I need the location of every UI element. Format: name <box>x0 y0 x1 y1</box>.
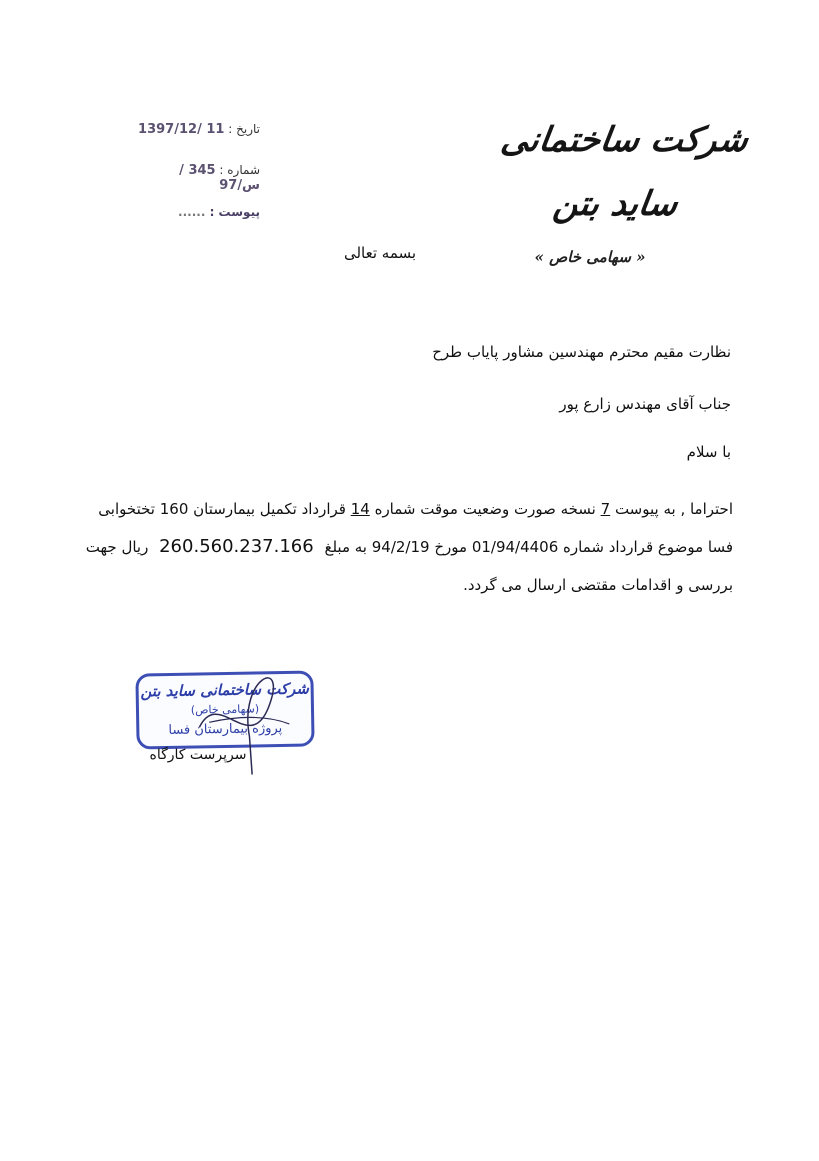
date-value: 1397/12/ 11 <box>138 122 225 137</box>
body-line-2 <box>85 528 733 566</box>
number-label: شماره : <box>219 163 260 177</box>
greeting: با سلام <box>686 443 731 461</box>
attachment-label: پیوست : <box>209 205 260 219</box>
body-line-3: بررسی و اقدامات مقتضی ارسال می گردد. <box>463 576 733 594</box>
number-value: 345 / س/97 <box>179 163 260 193</box>
letter-body <box>85 490 733 604</box>
letter-number <box>135 163 260 193</box>
company-letterhead-logo <box>495 108 751 266</box>
body-text-fragment: نسخه صورت وضعیت موقت شماره <box>369 500 601 518</box>
basmala: بسمه تعالی <box>343 244 417 262</box>
copies-count: 7 <box>600 500 611 518</box>
company-name: شرکت ساختمانی ساید بتن <box>498 120 751 224</box>
attachment-value: ...... <box>178 205 206 219</box>
stamp-company-name: شرکت ساختمانی ساید بتن <box>140 679 310 701</box>
body-text-fragment: قرارداد تکمیل بیمارستان 160 تختخوابی <box>98 500 351 518</box>
signer-title: سرپرست کارگاه <box>149 747 247 763</box>
letter-date <box>135 122 260 137</box>
recipient-line-2: جناب آقای مهندس زارع پور <box>559 395 731 413</box>
date-label: تاریخ : <box>228 122 260 136</box>
stamp-project: پروژه بیمارستان فسا <box>168 721 283 738</box>
company-type: « سهامی خاص » <box>534 248 646 266</box>
recipient-line-1: نظارت مقیم محترم مهندسین مشاور پایاب طرح <box>432 343 731 361</box>
stamp-company-type: (سهامی خاص) <box>190 702 260 717</box>
company-stamp <box>135 670 314 749</box>
letter-attachment <box>135 205 260 219</box>
body-text-fragment: ریال جهت <box>85 538 154 556</box>
contract-amount: 260.560.237.166 <box>159 536 314 557</box>
body-text-fragment: احتراما , به پیوست <box>610 500 733 518</box>
body-line-1 <box>93 490 733 528</box>
statement-number: 14 <box>350 500 370 518</box>
body-text-fragment: فسا موضوع قرارداد شماره 01/94/4406 مورخ 94/2/19 به مبلغ <box>319 538 733 556</box>
